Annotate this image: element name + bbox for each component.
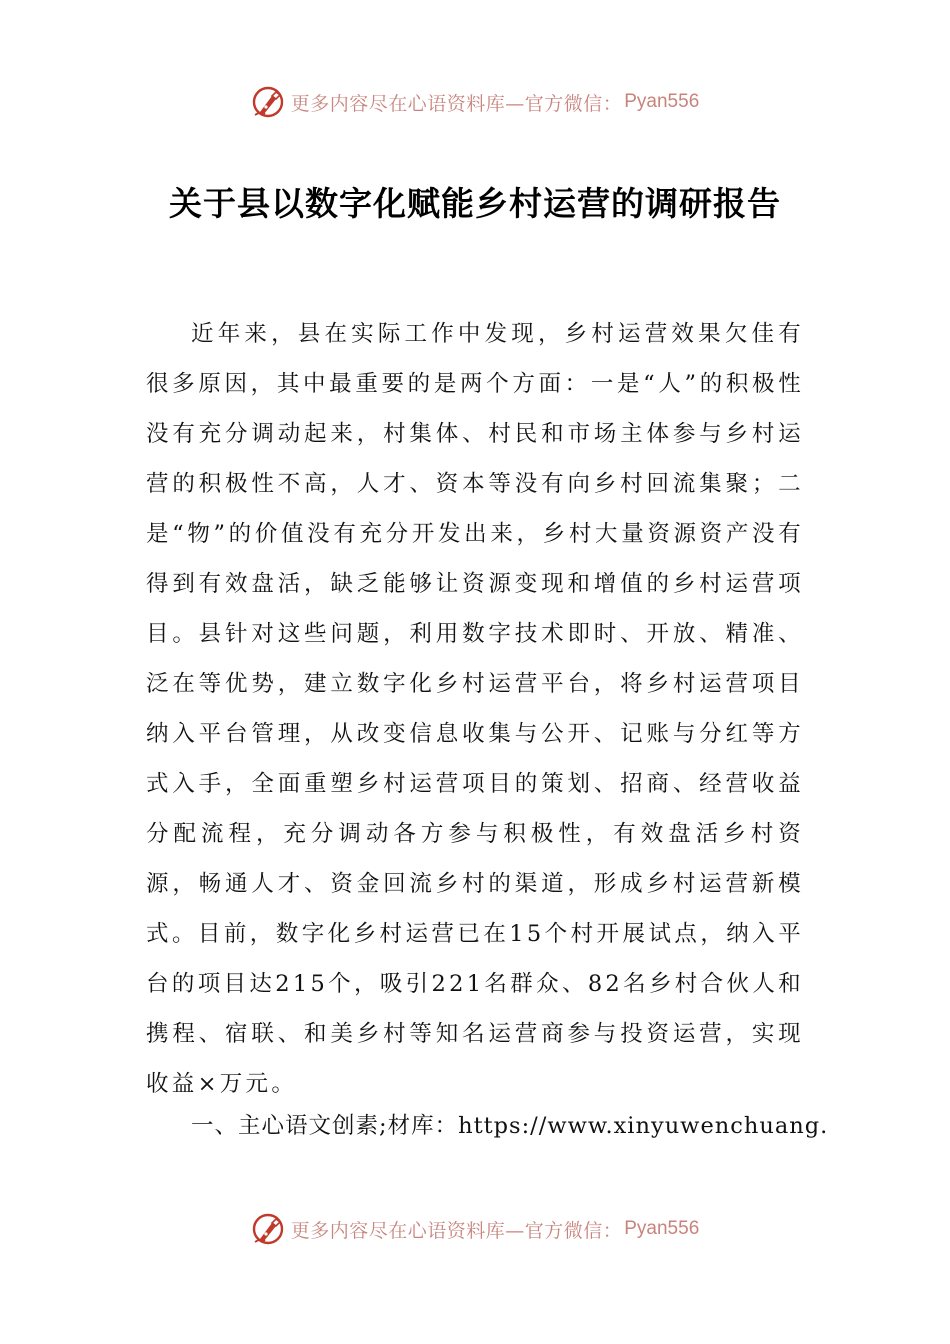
- header-watermark-banner: [0, 82, 950, 122]
- body-paragraph: 近年来，县在实际工作中发现，乡村运营效果欠佳有很多原因，其中最重要的是两个方面：一是“人”的积极性没有充分调动起来，村集体、村民和市场主体参与乡村运营的积极性不高，人才、资本等没有向乡村回流集聚；二是“物”的价值没有充分开发出来，乡村大量资源资产没有得到有效盘活，缺乏能够让资源变现和增值的乡村运营项目。县针对这些问题，利用数字技术即时、开放、精准、泛在等优势，建立数字化乡村运营平台，将乡村运营项目纳入平台管理，从改变信息收集与公开、记账与分红等方式入手，全面重塑乡村运营项目的策划、招商、经营收益分配流程，充分调动各方参与积极性，有效盘活乡村资源，畅通人才、资金回流乡村的渠道，形成乡村运营新模式。目前，数字化乡村运营已在15个村开展试点，纳入平台的项目达215个，吸引221名群众、82名乡村合伙人和携程、宿联、和美乡村等知名运营商参与投资运营，实现收益×万元。: [146, 321, 804, 1097]
- footer-watermark-banner: [0, 1209, 950, 1249]
- banner-wechat-handle: Pyan556: [624, 91, 700, 112]
- pen-nib-logo-icon: [251, 1212, 285, 1246]
- banner-text: 更多内容尽在心语资料库—官方微信：: [290, 92, 623, 115]
- banner-text: 更多内容尽在心语资料库—官方微信：: [290, 1219, 623, 1242]
- document-title: 关于县以数字化赋能乡村运营的调研报告: [169, 184, 781, 223]
- section-heading-line: 一、主心语文创素;材库：https://www.xinyuwenchuang.: [191, 1113, 829, 1139]
- pen-nib-logo-icon: [251, 85, 285, 119]
- banner-wechat-handle: Pyan556: [624, 1218, 700, 1239]
